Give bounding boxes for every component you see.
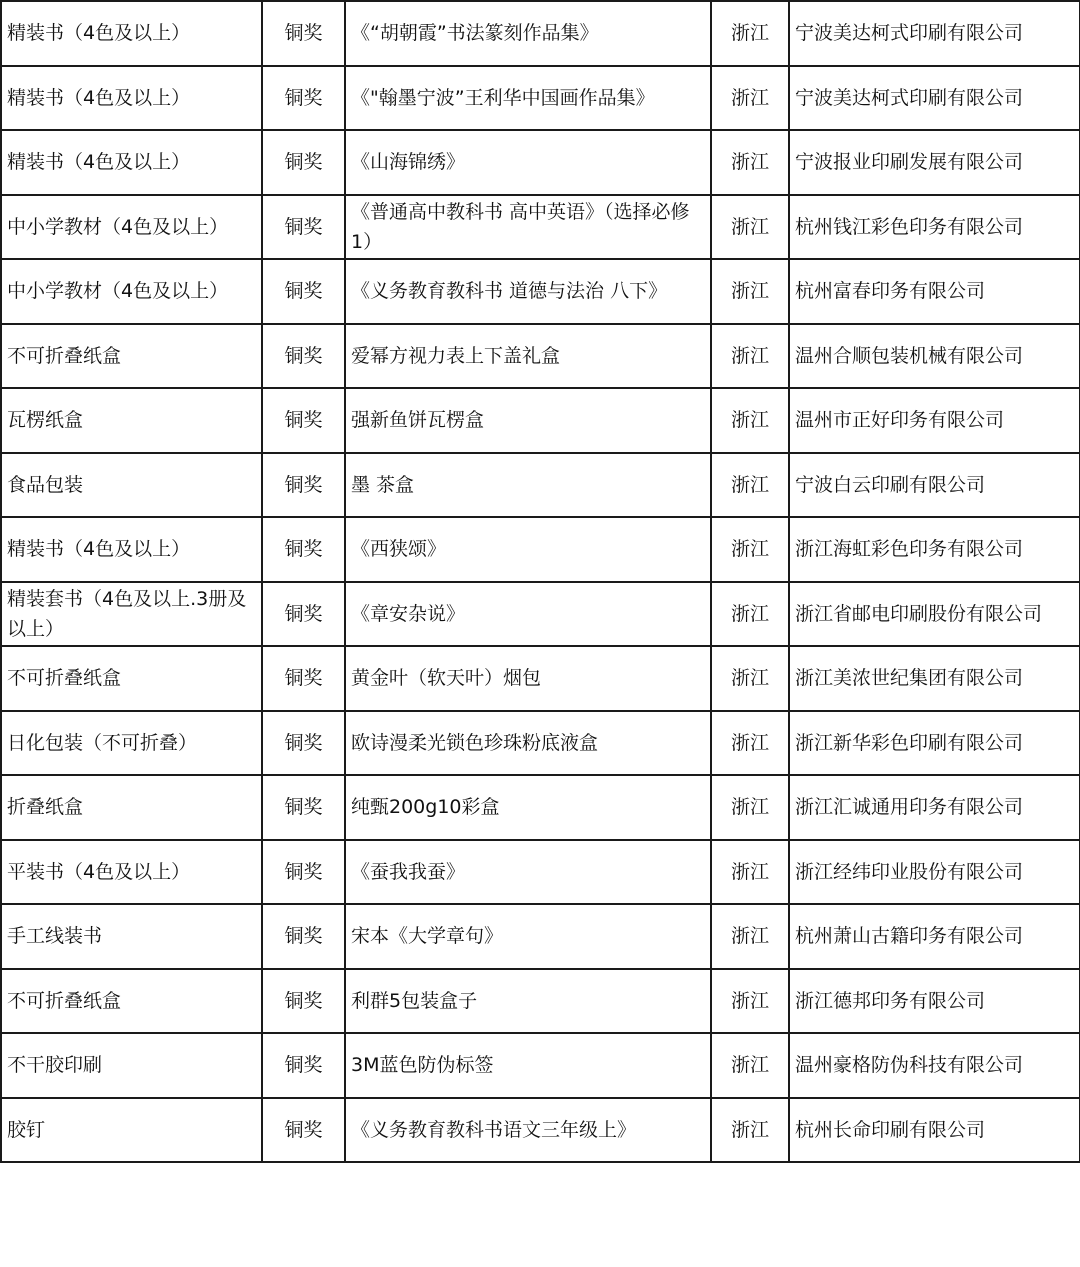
- table-row: [1, 775, 1080, 840]
- table-row: [1, 904, 1080, 969]
- company-cell: 浙江德邦印务有限公司: [789, 969, 1080, 1034]
- company-cell: 杭州钱江彩色印务有限公司: [789, 195, 1080, 260]
- work-title-cell: 欧诗漫柔光锁色珍珠粉底液盒: [345, 711, 711, 776]
- province-cell: 浙江: [711, 1033, 789, 1098]
- company-cell: 宁波美达柯式印刷有限公司: [789, 1, 1080, 66]
- province-cell: 浙江: [711, 1, 789, 66]
- work-title-cell: 《义务教育教科书语文三年级上》: [345, 1098, 711, 1163]
- category-cell: 食品包装: [1, 453, 262, 518]
- work-title-cell: 《西狭颂》: [345, 517, 711, 582]
- province-cell: 浙江: [711, 646, 789, 711]
- category-cell: 不干胶印刷: [1, 1033, 262, 1098]
- province-cell: 浙江: [711, 711, 789, 776]
- award-cell: 铜奖: [262, 1, 345, 66]
- company-cell: 浙江汇诚通用印务有限公司: [789, 775, 1080, 840]
- table-row: [1, 388, 1080, 453]
- award-cell: 铜奖: [262, 130, 345, 195]
- province-cell: 浙江: [711, 195, 789, 260]
- category-cell: 平装书（4色及以上）: [1, 840, 262, 905]
- table-row: [1, 324, 1080, 389]
- category-cell: 胶钉: [1, 1098, 262, 1163]
- company-cell: 浙江新华彩色印刷有限公司: [789, 711, 1080, 776]
- work-title-cell: 宋本《大学章句》: [345, 904, 711, 969]
- award-cell: 铜奖: [262, 517, 345, 582]
- company-cell: 浙江省邮电印刷股份有限公司: [789, 582, 1080, 647]
- province-cell: 浙江: [711, 259, 789, 324]
- company-cell: 宁波美达柯式印刷有限公司: [789, 66, 1080, 131]
- award-cell: 铜奖: [262, 969, 345, 1034]
- company-cell: 宁波白云印刷有限公司: [789, 453, 1080, 518]
- work-title-cell: 《义务教育教科书 道德与法治 八下》: [345, 259, 711, 324]
- province-cell: 浙江: [711, 453, 789, 518]
- company-cell: 宁波报业印刷发展有限公司: [789, 130, 1080, 195]
- award-cell: 铜奖: [262, 711, 345, 776]
- province-cell: 浙江: [711, 1098, 789, 1163]
- work-title-cell: 利群5包装盒子: [345, 969, 711, 1034]
- work-title-cell: 墨 茶盒: [345, 453, 711, 518]
- award-cell: 铜奖: [262, 775, 345, 840]
- award-cell: 铜奖: [262, 453, 345, 518]
- company-cell: 温州市正好印务有限公司: [789, 388, 1080, 453]
- work-title-cell: 《"翰墨宁波”王利华中国画作品集》: [345, 66, 711, 131]
- award-cell: 铜奖: [262, 1098, 345, 1163]
- work-title-cell: 《普通高中教科书 高中英语》（选择必修1）: [345, 195, 711, 260]
- province-cell: 浙江: [711, 324, 789, 389]
- company-cell: 杭州富春印务有限公司: [789, 259, 1080, 324]
- company-cell: 浙江美浓世纪集团有限公司: [789, 646, 1080, 711]
- company-cell: 浙江海虹彩色印务有限公司: [789, 517, 1080, 582]
- table-row: [1, 517, 1080, 582]
- table-row: [1, 711, 1080, 776]
- category-cell: 不可折叠纸盒: [1, 324, 262, 389]
- work-title-cell: 黄金叶（软天叶）烟包: [345, 646, 711, 711]
- province-cell: 浙江: [711, 775, 789, 840]
- work-title-cell: 纯甄200g10彩盒: [345, 775, 711, 840]
- award-cell: 铜奖: [262, 1033, 345, 1098]
- company-cell: 杭州萧山古籍印务有限公司: [789, 904, 1080, 969]
- company-cell: 杭州长命印刷有限公司: [789, 1098, 1080, 1163]
- category-cell: 瓦楞纸盒: [1, 388, 262, 453]
- category-cell: 精装书（4色及以上）: [1, 66, 262, 131]
- category-cell: 不可折叠纸盒: [1, 969, 262, 1034]
- award-cell: 铜奖: [262, 904, 345, 969]
- table-row: [1, 646, 1080, 711]
- category-cell: 精装书（4色及以上）: [1, 1, 262, 66]
- province-cell: 浙江: [711, 840, 789, 905]
- work-title-cell: 《章安杂说》: [345, 582, 711, 647]
- category-cell: 中小学教材（4色及以上）: [1, 195, 262, 260]
- province-cell: 浙江: [711, 66, 789, 131]
- award-cell: 铜奖: [262, 388, 345, 453]
- award-cell: 铜奖: [262, 195, 345, 260]
- table-row: [1, 66, 1080, 131]
- category-cell: 精装书（4色及以上）: [1, 517, 262, 582]
- province-cell: 浙江: [711, 388, 789, 453]
- work-title-cell: 3M蓝色防伪标签: [345, 1033, 711, 1098]
- table-row: [1, 582, 1080, 647]
- category-cell: 精装书（4色及以上）: [1, 130, 262, 195]
- award-cell: 铜奖: [262, 259, 345, 324]
- award-cell: 铜奖: [262, 646, 345, 711]
- work-title-cell: 《“胡朝霞”书法篆刻作品集》: [345, 1, 711, 66]
- table-row: [1, 259, 1080, 324]
- province-cell: 浙江: [711, 517, 789, 582]
- province-cell: 浙江: [711, 130, 789, 195]
- table-row: [1, 130, 1080, 195]
- province-cell: 浙江: [711, 904, 789, 969]
- category-cell: 精装套书（4色及以上.3册及以上）: [1, 582, 262, 647]
- table-row: [1, 453, 1080, 518]
- award-cell: 铜奖: [262, 324, 345, 389]
- province-cell: 浙江: [711, 969, 789, 1034]
- company-cell: 温州合顺包装机械有限公司: [789, 324, 1080, 389]
- work-title-cell: 《山海锦绣》: [345, 130, 711, 195]
- category-cell: 折叠纸盒: [1, 775, 262, 840]
- table-row: [1, 969, 1080, 1034]
- table-row: [1, 195, 1080, 260]
- award-cell: 铜奖: [262, 66, 345, 131]
- category-cell: 日化包装（不可折叠）: [1, 711, 262, 776]
- work-title-cell: 《蚕我我蚕》: [345, 840, 711, 905]
- table-row: [1, 1098, 1080, 1163]
- province-cell: 浙江: [711, 582, 789, 647]
- table-row: [1, 1, 1080, 66]
- company-cell: 浙江经纬印业股份有限公司: [789, 840, 1080, 905]
- category-cell: 手工线装书: [1, 904, 262, 969]
- table-row: [1, 1033, 1080, 1098]
- work-title-cell: 爱幂方视力表上下盖礼盒: [345, 324, 711, 389]
- work-title-cell: 强新鱼饼瓦楞盒: [345, 388, 711, 453]
- company-cell: 温州豪格防伪科技有限公司: [789, 1033, 1080, 1098]
- award-cell: 铜奖: [262, 840, 345, 905]
- award-cell: 铜奖: [262, 582, 345, 647]
- table-row: [1, 840, 1080, 905]
- category-cell: 不可折叠纸盒: [1, 646, 262, 711]
- award-table-body: [1, 1, 1080, 1162]
- category-cell: 中小学教材（4色及以上）: [1, 259, 262, 324]
